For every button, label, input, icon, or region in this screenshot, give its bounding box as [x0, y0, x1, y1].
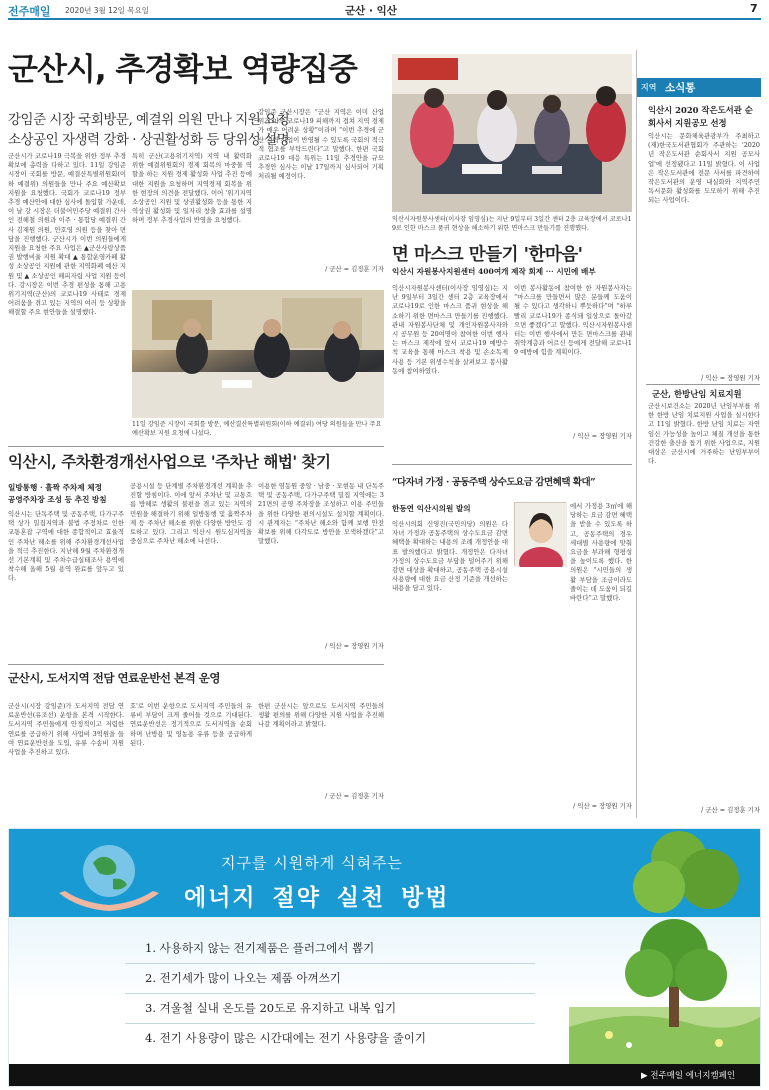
section-name: 군산 · 익산	[345, 5, 397, 17]
parking-headline: 익산시, 주차환경개선사업으로 '주차난 해법' 찾기	[8, 452, 331, 471]
island-headline: 군산시, 도서지역 전담 연료운반선 본격 운영	[8, 671, 220, 685]
portrait-image	[515, 503, 567, 567]
water-headline: “다자녀 가정 · 공동주택 상수도요금 감면혜택 확대”	[392, 477, 596, 488]
parking-story-col3: 이용한 염동원 중앙 · 남중 · 모현동 내 단독주택 및 공동주택, 다가구주택 밀집 지역에는 321면의 공영 주차장을 조성하고 이용 주민들을 위한 다양한 편의시설도 설치할 계획이다. 시 관계자는 “주차난 해소와 함께 보행 안전 확보를 위해 다각도로 방안을 모색하겠다”고 말했다.	[258, 482, 384, 546]
column-divider	[636, 50, 637, 818]
sidebar-item1-body: 익산시는 문화체육관광부가 주최하고 (재)한국도서관협회가 주관하는 '2020년 작은도서관 순회사서 지원 공모사업'에 선정됐다고 11일 밝혔다. 이 사업은 작은도서관에 전문 사서를 파견하여 작은도서관의 운영 내실화와 지역주민 독서문화 활성화를 도모하기 위해 추진되는 사업이다.	[648, 132, 760, 205]
main-story-photo	[132, 290, 384, 418]
water-story-col2: 에서 가정용 3㎥에 해당하는 요금 감면 혜택을 받을 수 있도록 하고, 공동주택의 경우 세대별 사용량에 맞춰 요금을 부과해 형평성을 높이도록 했다. 한 의원은 “시민들의 생활 부담을 조금이라도 줄이는 데 도움이 되길 바란다”고 말했다.	[570, 502, 632, 603]
sidebar-label-region: 지역	[641, 83, 657, 92]
divider	[125, 993, 535, 994]
water-story-byline: / 익산 = 장영원 기자	[573, 802, 632, 810]
banner-footer-text: ▶ 전주매일 에너지캠페인	[641, 1071, 736, 1081]
island-story-col1: 군산시(시장 강임준)가 도서지역 전담 연료운반선(유조선) 운항을 본격 시작한다. 도서지역 주민들에게 안정적이고 저렴한 연료를 공급하기 위해 사업비 3억원을 들여 연료운반선을 도입, 유류 수송비 지원 사업을 추진하고 있다.	[8, 702, 124, 757]
main-subhead-2: 소상공인 자생력 강화 · 상권활성화 등 당위성 설명	[8, 132, 290, 148]
mask-headline: 면 마스크 만들기 '한마음'	[392, 245, 583, 265]
banner-title-2: 에너지 절약 실천 방법	[184, 885, 450, 911]
main-story-col2: 특히 군산(고용위기지역) 지역 내 활력화 위한 예결위원회의 경제 회복의 마중물 역할을 하는 지원 경제 활성화 사업 추진 등에 대한 지원을 요청하며 지역경제 회복을 위한 현장의 의견을 전달했다. 이어 '위기지역 소상공인 지원 및 상권활성화 등을 통한 지역상권 활성화 및 일자리 창출 효과를 설명하며 정부 추경사업의 반영을 요청했다.	[132, 152, 252, 225]
sidebar-item1-title: 익산시 2020 작은도서관 순회사서 지원공모 선정	[648, 105, 753, 128]
energy-tip-4: 4. 전기 사용량이 많은 시간대에는 전기 사용량을 줄이기	[145, 1031, 426, 1045]
mask-story-byline: / 익산 = 장영원 기자	[573, 432, 632, 440]
sidebar-item2-body: 군산시보건소는 2020년 난임부부를 위한 한방 난임 치료지원 사업을 실시한다고 11일 밝혔다. 한방 난임 치료는 자연임신 가능성을 높이고 체질 개선을 통한 건강한 출산을 돕기 위한 사업으로, 지원 대상은 군산시에 거주하는 난임부부이다.	[648, 402, 760, 466]
parking-story-col1: 익산시는 단독주택 및 공동주택, 다가구주택 상가 밀집지역과 불법 주정차로 인한 교통혼잡 구역에 대한 종합적이고 효율적인 주차난 해소를 위해 주차환경개선사업을 적극 추진한다. 지난해 9월 주차환경개선 기본계획 및 주차수급실태조사 용역에 착수해 올해 5월 용역 완료를 앞두고 있다.	[8, 510, 124, 583]
sidebar-label-title: 소식통	[665, 82, 696, 94]
energy-campaign-banner	[8, 828, 761, 1087]
sidebar-item2-title: 군산, 한방난임 치료지원	[652, 389, 742, 399]
issue-date: 2020년 3월 12일 목요일	[65, 6, 150, 15]
sidebar-item1-byline: / 익산 = 장영원 기자	[701, 374, 760, 382]
island-story-col3: 한편 군산시는 앞으로도 도서지역 주민들의 생활 편의를 위해 다양한 지원 사업을 추진해 나갈 계획이라고 밝혔다.	[258, 702, 384, 729]
sidebar-label	[637, 78, 761, 97]
hands-globe-icon	[49, 833, 169, 915]
main-photo-caption: 11일 강임준 시장이 국회를 방문, 예산결산특별위원회(이하 예결위) 여당 의원들을 만나 주요 예산확보 지원 요청에 나섰다.	[132, 421, 382, 437]
main-story-col3: 강임준 군산시장은 “군산 지역은 이미 산업 위기 이후 코로나19 피해까지 겹쳐 지역 경제가 매우 어려운 상황”이라며 “이번 추경에 군산 지역 사업이 반영될 수 있도록 국회의 적극적 협조를 부탁드린다”고 말했다. 한편 국회 코로나19 대응 특위는 11일 추경안을 규모 추경안 심사는 이날 17일까지 심사되어 기획 처리될 예정이다.	[258, 108, 384, 181]
volunteers-sewing-image	[392, 54, 632, 212]
water-subhead: 한동연 익산시의원 발의	[392, 504, 471, 513]
mask-story-col2: 이번 봉사활동에 참여한 한 자원봉사자는 “마스크를 만들면서 많은 분들께 도움이 될 수 있다고 생각하니 뿌듯하다”며 “하루빨리 코로나19가 종식돼 일상으로 돌아갔으면 좋겠다”고 말했다. 익산시자원봉사센터는 이번 행사에서 만든 면마스크를 관내 취약계층과 어르신 등에게 전달해 코로나19 예방에 힘쓸 계획이다.	[514, 284, 632, 357]
sidebar-item2-byline: / 군산 = 김정훈 기자	[701, 806, 760, 814]
divider	[646, 384, 760, 385]
divider	[8, 664, 384, 665]
parking-subhead-1: 일방통행 · 흘짝 주차제 체정	[8, 483, 102, 492]
newspaper-brand: 전주매일	[8, 5, 51, 18]
mask-photo-caption: 익산시자원봉사센터(이사장 임영심)는 지난 9일부터 3일간 센터 2층 교육장에서 코로나19로 인한 마스크 품귀 현상을 해소하기 위한 면마스크 만들기를 진행했다.	[392, 216, 632, 232]
energy-tip-3: 3. 겨울철 실내 온도를 20도로 유지하고 내복 입기	[145, 1001, 397, 1015]
banner-title-1: 지구를 시원하게 식혀주는	[221, 854, 403, 872]
water-story-col1: 익산시의회 신영진(국민의당) 의원은 다자녀 가정과 공동주택의 상수도요금 감면 혜택을 확대하는 내용의 조례 개정안을 대표 발의했다고 밝혔다. 개정안은 다자녀 가정의 상수도요금 부담을 덜어주기 위해 감면 대상을 확대하고, 공동주택 공용시설 사용량에 대한 요금 산정 기준을 개선하는 내용을 담고 있다.	[392, 520, 508, 593]
nature-landscape-image	[569, 917, 760, 1064]
parking-story-col2: 공용시설 등 단계별 주차환경개선 계획을 추진할 방침이다. 이에 앞서 주차난 및 교통흐름 방해로 생활의 불편을 겪고 있는 지역의 민원을 해결하기 위해 일방통행 및 흘짝주차제 등 주차난 해소를 위한 다양한 방안도 검토하고 있다. 그리고 익산시 원도심지역을 중심으로 주차난 해소에 나선다.	[130, 482, 252, 546]
divider	[392, 464, 632, 465]
parking-subhead-2: 공영주차장 조성 등 추진 방침	[8, 495, 107, 504]
main-headline: 군산시, 추경확보 역량집중	[8, 52, 357, 88]
mask-story-photo	[392, 54, 632, 212]
councillor-portrait	[514, 502, 566, 566]
divider	[125, 963, 535, 964]
tree-icon	[609, 829, 760, 917]
parking-story-byline: / 익산 = 장영원 기자	[325, 642, 384, 650]
energy-tip-2: 2. 전기세가 많이 나오는 제품 아껴쓰기	[145, 971, 341, 985]
banner-footer	[9, 1064, 760, 1086]
mask-story-col1: 익산시자원봉사센터(이사장 임영심)는 지난 9일부터 3일간 센터 2층 교육장에서 코로나19로 인한 마스크 품귀 현상을 해소하기 위한 면마스크 만들기를 진행했다. 관내 자원봉사단체 및 개인자원봉사자와 시 공무원 등 20여명이 참여한 이번 행사는 마스크 제작에 앞서 코로나19 예방수칙 교육을 통해 마스크 착용 및 손소독제 사용 등 기본 위생수칙을 살펴보고 봉사활동에 참여하였다.	[392, 284, 508, 375]
main-subhead-1: 강임준 시장 국회방문, 예결위 의원 만나 지원 요청	[8, 112, 290, 128]
mask-subhead: 익산시 자원봉사지원센터 400여개 제작 회제 ··· 시민에 배부	[392, 267, 596, 276]
island-story-col2: 호'로 이번 운항으로 도서지역 주민들의 유류비 부담이 크게 줄어들 것으로 기대된다. 연료운반선은 정기적으로 도서지역을 순회하며 난방용 및 영농용 유류 등을 공급하게 된다.	[130, 702, 252, 747]
main-story-byline: / 군산 = 김정훈 기자	[325, 265, 384, 273]
page-header	[8, 2, 761, 20]
meeting-scene-image	[132, 290, 384, 418]
banner-header	[9, 829, 760, 917]
divider	[125, 1023, 535, 1024]
main-story-col1: 군산시가 코로나19 극복을 위한 정부 추경 확보에 총력을 다하고 있다. 11일 강임준 시장이 국회를 방문, 예결산특별위원회(이하 예결위) 의원들을 만나 주요 예산확보 지원을 요청했다. 국회가 코로나19 정부 추경 예산안에 대한 심사에 돌입할 가운데, 이 날 강 시장은 더불어민주당 예결위 간사인 전해철 의원과 이주 · 통합당 예결위 간사 김재원 의원, 안호영 의원 등을 찾아 면담을 진행했다. 군산시가 이번 의원들에게 지원을 요청한 주요 사업은 ▲군산사랑상품권 발행비율 지원 확대 ▲ 통합운영카페 활성 소상공인 지원에 관한 지역화폐 예산 지원 및 ▲ 소상공인 해피자립 사업 지원 등이다. 강시장은 이번 추경 편성을 통해 고용위기지역(군산)의 코로나19 사태로 경제 어려움을 겪고 있는 지역의 여러 등 상황을 해결할 주요 현안들을 설명했다.	[8, 152, 126, 317]
divider	[8, 446, 384, 447]
page-number: 7	[750, 2, 758, 15]
energy-tip-1: 1. 사용하지 않는 전기제품은 플러그에서 뽑기	[145, 941, 375, 955]
island-story-byline: / 군산 = 김정훈 기자	[325, 792, 384, 800]
